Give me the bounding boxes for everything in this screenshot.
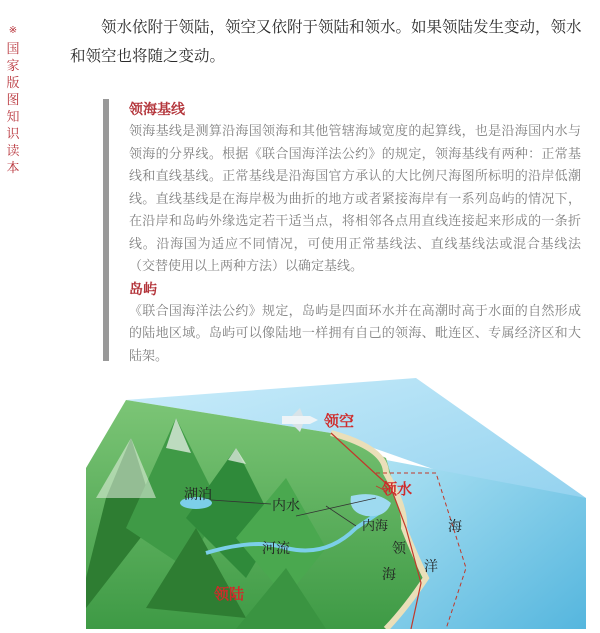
label-territorial-sea-2: 海 [382, 567, 396, 583]
label-internal-water: 内水 [272, 498, 300, 514]
baseline-heading: 领海基线 [129, 102, 185, 118]
island-heading: 岛屿 [129, 281, 157, 298]
intro-paragraph: 领水依附于领陆，领空又依附于领陆和领水。如果领陆发生变动，领水和领空也将随之变动。 [70, 18, 582, 65]
label-territorial-water: 领水 [382, 480, 413, 498]
baseline-paragraph: 领海基线是测算沿海国领海和其他管辖海域宽度的起算线，也是沿海国内水与领海的分界线。根据《联合国海洋法公约》的规定，领海基线有两种：正常基线和直线基线。正常基线是沿海国官方承认的大比例尺海图所标明的沿岸低潮线。直线基线是在海岸极为曲折的地方或者紧接海岸有一系列岛屿的情况下，在沿岸和岛屿外缘选定若干适当点，将相邻各点用直线连接起来形成的一条折线。沿海国为适应不同情况，可使用正常基线法、直线基线法或混合基线法（交替使用以上两种方法）以确定基线。 [129, 124, 581, 274]
sidebar-note-box [103, 99, 581, 364]
label-ocean: 洋 [424, 559, 438, 575]
label-territorial-sea-1: 领 [392, 541, 406, 557]
book-series-title: 国家版图知识读本 [6, 42, 20, 176]
territory-diagram [86, 378, 586, 629]
label-river: 河流 [262, 541, 290, 557]
island-paragraph: 《联合国海洋法公约》规定，岛屿是四面环水并在高潮时高于水面的自然形成的陆地区域。岛屿可以像陆地一样拥有自己的领海、毗连区、专属经济区和大陆架。 [129, 303, 581, 364]
label-land: 领陆 [214, 585, 245, 603]
label-lake: 湖泊 [184, 487, 212, 503]
reference-mark: ※ [8, 25, 18, 36]
label-sea: 海 [448, 519, 462, 535]
book-series-tag [2, 22, 24, 177]
label-inland-sea: 内海 [362, 519, 389, 534]
label-airspace: 领空 [324, 412, 355, 430]
